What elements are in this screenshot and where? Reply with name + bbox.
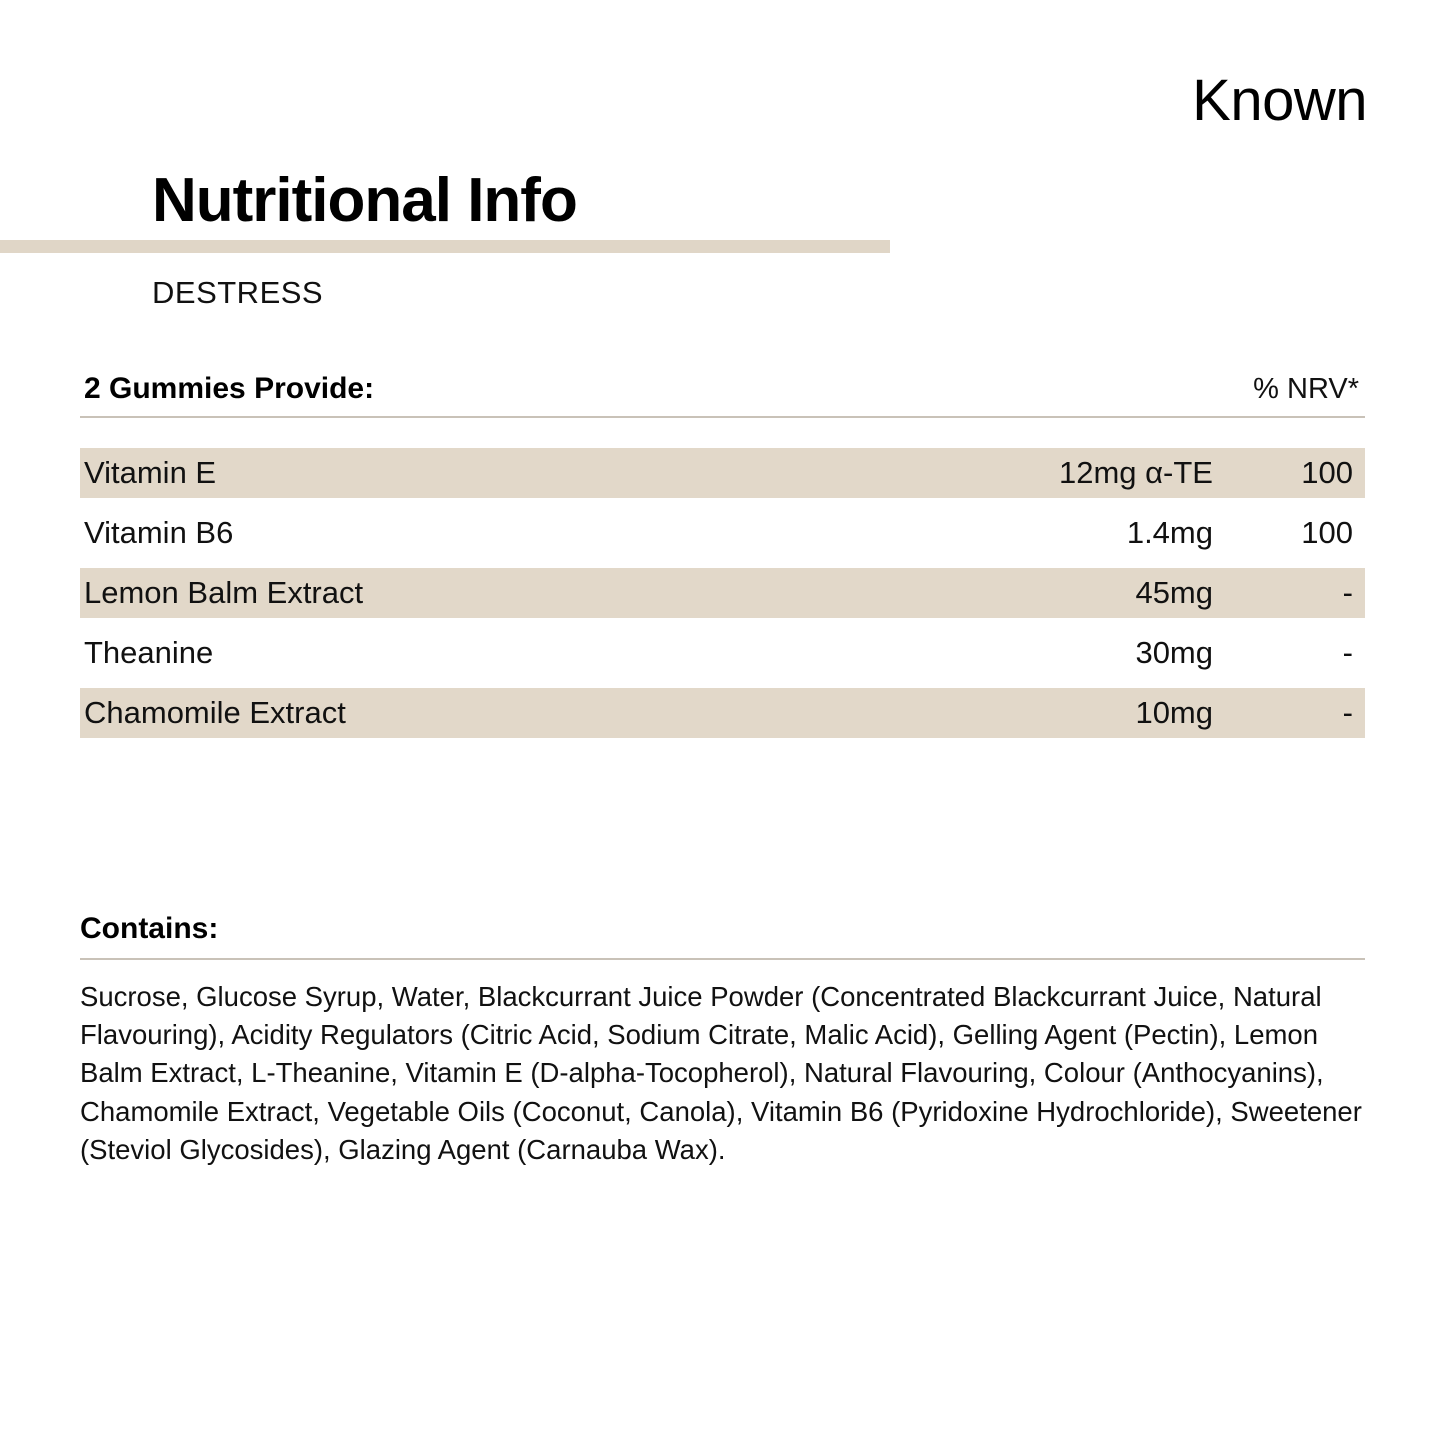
contains-section bbox=[80, 912, 1365, 1169]
row-spacer bbox=[80, 678, 1365, 688]
nutrient-nrv: 100 bbox=[1301, 455, 1353, 490]
nutrient-name: Vitamin E bbox=[84, 455, 217, 490]
table-row bbox=[80, 508, 1365, 558]
table-header-divider bbox=[80, 416, 1365, 418]
contains-title: Contains: bbox=[80, 912, 219, 945]
page-title: Nutritional Info bbox=[152, 166, 577, 235]
title-accent-band bbox=[0, 240, 890, 253]
contains-divider bbox=[80, 958, 1365, 960]
nutrient-amount: 10mg bbox=[1135, 695, 1213, 730]
nutrient-nrv: - bbox=[1342, 635, 1353, 670]
nutrition-table bbox=[80, 372, 1365, 738]
brand-logo: Known bbox=[1192, 68, 1367, 133]
row-spacer bbox=[80, 618, 1365, 628]
table-row bbox=[80, 448, 1365, 498]
nutrient-name: Vitamin B6 bbox=[84, 515, 234, 550]
nutrient-nrv: 100 bbox=[1301, 515, 1353, 550]
table-row bbox=[80, 568, 1365, 618]
product-name: DESTRESS bbox=[152, 275, 324, 310]
table-row bbox=[80, 628, 1365, 678]
nutrient-name: Theanine bbox=[84, 635, 214, 670]
nutrient-nrv: - bbox=[1342, 695, 1353, 730]
nutrient-nrv: - bbox=[1342, 575, 1353, 610]
row-spacer bbox=[80, 558, 1365, 568]
nutrition-table-body bbox=[80, 448, 1365, 738]
serving-label: 2 Gummies Provide: bbox=[84, 372, 375, 405]
nutrition-table-header bbox=[80, 372, 1365, 416]
nutrient-name: Chamomile Extract bbox=[84, 695, 346, 730]
nutrient-amount: 45mg bbox=[1135, 575, 1213, 610]
nutrient-name: Lemon Balm Extract bbox=[84, 575, 364, 610]
nutrient-amount: 30mg bbox=[1135, 635, 1213, 670]
ingredients-text: Sucrose, Glucose Syrup, Water, Blackcurrant Juice Powder (Concentrated Blackcurrant Juice, Natural Flavouring), Acidity Regulators (Citric Acid, Sodium Citrate, Malic Acid), Gelling Agent (Pectin), Lemon Balm Extract, L-Theanine, Vitamin E (D-alpha-Tocopherol), Natural Flavouring, Colour (Anthocyanins), Chamomile Extract, Vegetable Oils (Coconut, Canola), Vitamin B6 (Pyridoxine Hydrochloride), Sweetener (Steviol Glycosides), Glazing Agent (Carnauba Wax). bbox=[80, 981, 1362, 1165]
nutrient-amount: 1.4mg bbox=[1126, 515, 1213, 550]
nrv-label: % NRV* bbox=[1253, 373, 1359, 405]
row-spacer bbox=[80, 498, 1365, 508]
nutrient-amount: 12mg α-TE bbox=[1058, 455, 1213, 490]
table-row bbox=[80, 688, 1365, 738]
